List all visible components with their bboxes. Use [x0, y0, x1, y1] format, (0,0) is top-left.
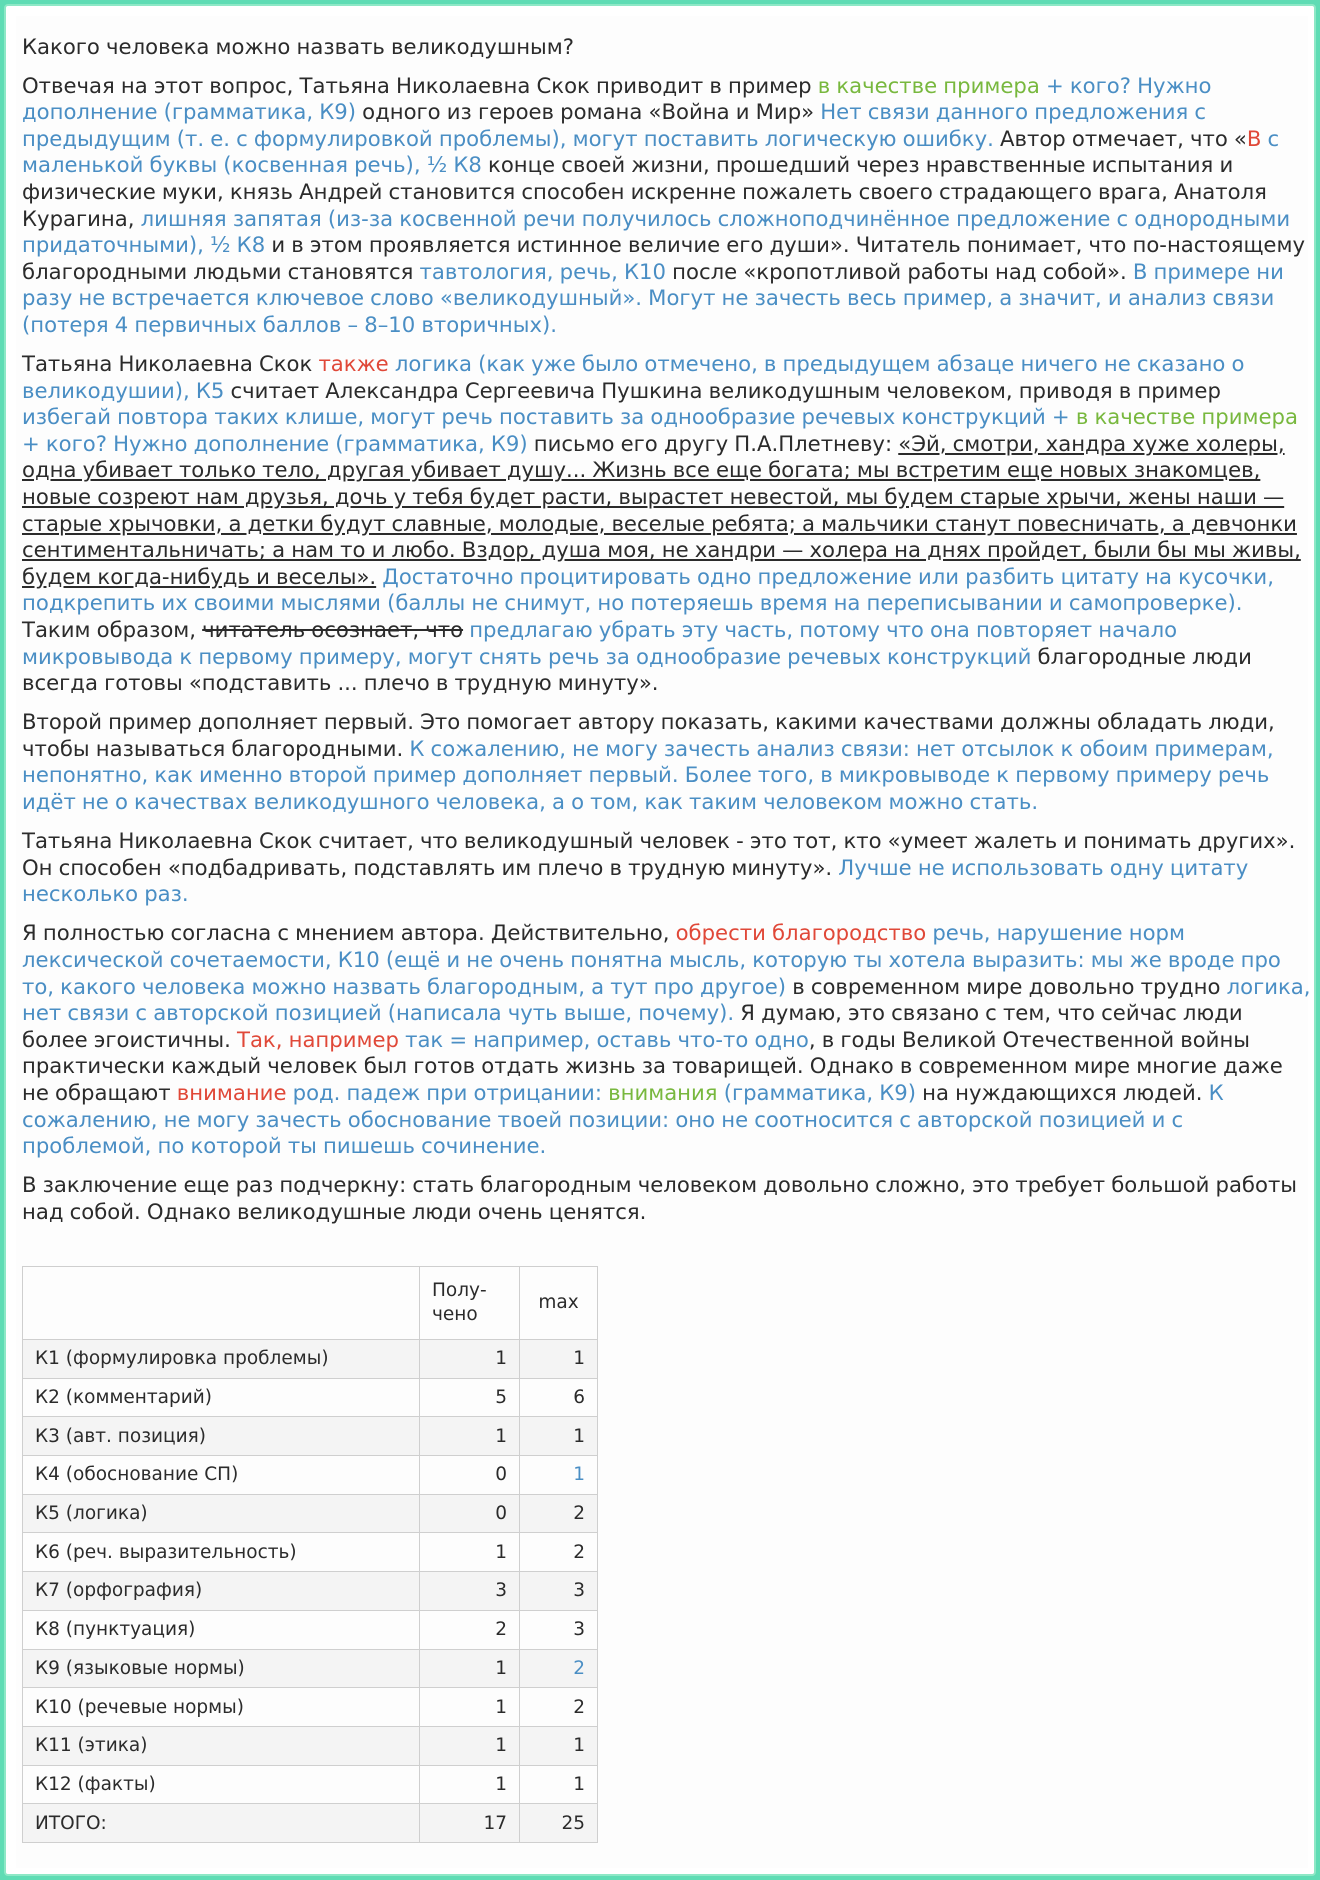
comment-blue: логика, нет связи с авторской позицией (написала чуть выше, почему).	[22, 973, 1311, 1026]
score-max-cell: 2	[520, 1533, 598, 1572]
essay-text-fragment: Я думаю, это связано с тем, что сейчас люди более эгоистичны.	[22, 1000, 1243, 1052]
page-frame	[4, 4, 1316, 1876]
essay-text-fragment: и в этом проявляется истинное величие его души». Читатель понимает, что по-настоящему благородными людьми становятся	[22, 232, 1305, 284]
score-got-cell: 1	[420, 1649, 520, 1688]
comment-blue: речь, нарушение норм лексической сочетаемости, К10 (ещё и не очень понятна мысль, которую ты хотела выразить: мы же вроде про то, какого человека можно назвать благородным, а тут про другое)	[22, 920, 1281, 999]
header-got-cell	[420, 1267, 520, 1340]
score-got-cell: 2	[420, 1610, 520, 1649]
score-max-cell: 1	[520, 1456, 598, 1495]
score-max-cell: 1	[520, 1417, 598, 1456]
score-got-cell: 1	[420, 1765, 520, 1804]
header-got-line2: чено	[432, 1304, 478, 1325]
total-label-cell: ИТОГО:	[23, 1804, 420, 1843]
score-got-cell: 0	[420, 1494, 520, 1533]
error-highlight: внимание	[176, 1079, 287, 1105]
criterion-cell: К7 (орфография)	[23, 1572, 420, 1611]
total-got-cell: 17	[420, 1804, 520, 1843]
comment-green: в качестве примера	[1069, 404, 1298, 430]
error-highlight: Так, например	[237, 1026, 399, 1052]
essay-text-fragment: одного из героев романа «Война и Мир»	[355, 99, 821, 125]
comment-blue: (грамматика, К9)	[717, 1079, 917, 1105]
question-text: Какого человека можно назвать великодушным?	[22, 34, 575, 59]
score-got-cell: 1	[420, 1688, 520, 1727]
table-row	[23, 1456, 598, 1495]
criterion-cell: К6 (реч. выразительность)	[23, 1533, 420, 1572]
error-highlight: также	[318, 351, 389, 377]
comment-green: в качестве примера	[817, 72, 1040, 98]
table-row	[23, 1649, 598, 1688]
table-row	[23, 1340, 598, 1379]
header-max-cell: max	[520, 1267, 598, 1340]
essay-text-fragment: Я полностью согласна с мнением автора. Действительно,	[22, 920, 676, 946]
essay-text-fragment: письмо его другу П.А.Плетневу:	[527, 430, 899, 456]
comment-blue: тавтология, речь, К10	[419, 258, 667, 284]
score-max-cell: 2	[520, 1688, 598, 1727]
struck-text: читатель осознает, что	[202, 616, 464, 642]
comment-blue: Достаточно процитировать одно предложение или разбить цитату на кусочки, подкрепить их своими мыслями (баллы не снимут, но потеряешь время на переписывании и самопроверке).	[22, 563, 1274, 616]
comment-blue: предлагаю убрать эту часть, потому что она повторяет начало микровывода к первому примеру, могут снять речь за однообразие речевых конструкций	[22, 616, 1178, 669]
error-highlight: обрести благородство	[675, 920, 927, 946]
score-got-cell: 1	[420, 1533, 520, 1572]
comment-green: внимания	[608, 1079, 718, 1105]
essay-text-fragment: Татьяна Николаевна Скок считает, что великодушный человек - это тот, кто «умеет жалеть и понимать других». Он способен «подбадривать, подставлять им плечо в трудную минуту».	[22, 828, 1296, 880]
essay-text	[22, 34, 1312, 1238]
table-row	[23, 1417, 598, 1456]
criterion-cell: К3 (авт. позиция)	[23, 1417, 420, 1456]
essay-text-fragment: в современном мире довольно трудно	[786, 973, 1227, 999]
score-got-cell: 1	[420, 1417, 520, 1456]
score-got-cell: 1	[420, 1726, 520, 1765]
essay-text-fragment: после «кропотливой работы над собой».	[666, 258, 1133, 284]
score-max-cell: 3	[520, 1610, 598, 1649]
table-row	[23, 1688, 598, 1727]
score-max-cell: 1	[520, 1726, 598, 1765]
error-highlight: В	[1246, 125, 1262, 151]
score-max-cell: 6	[520, 1378, 598, 1417]
essay-text-fragment: Татьяна Николаевна Скок	[22, 351, 319, 377]
paragraph-2	[22, 351, 1312, 697]
score-got-cell: 3	[420, 1572, 520, 1611]
score-max-cell: 1	[520, 1340, 598, 1379]
criterion-cell: К8 (пунктуация)	[23, 1610, 420, 1649]
essay-text-fragment: В заключение еще раз подчеркну: стать благородным человеком довольно сложно, это требует большой работы над собой. Однако великодушные люди очень ценятся.	[22, 1172, 1298, 1224]
header-got-line1: Полу-	[432, 1280, 487, 1301]
comment-blue: Лучше не использовать одну цитату несколько раз.	[22, 854, 1249, 907]
table-header-row	[23, 1267, 598, 1340]
table-row	[23, 1572, 598, 1611]
criterion-cell: К1 (формулировка проблемы)	[23, 1340, 420, 1379]
essay-text-fragment: Второй пример дополняет первый. Это помогает автору показать, какими качествами должны обладать люди, чтобы называться благородными.	[22, 709, 1275, 761]
paragraph-6	[22, 1172, 1312, 1225]
criterion-cell: К4 (обоснование СП)	[23, 1456, 420, 1495]
comment-blue: К сожалению, не могу зачесть анализ связи: нет отсылок к обоим примерам, непонятно, как именно второй пример дополняет первый. Более того, в микровыводе к первому примеру речь идёт не о качествах великодушного человека, а о том, как таким человеком можно стать.	[22, 735, 1274, 815]
grading-table	[22, 1266, 598, 1843]
score-got-cell: 5	[420, 1378, 520, 1417]
comment-blue: род. падеж при отрицании:	[286, 1079, 609, 1105]
paragraph-3	[22, 709, 1312, 815]
table-row	[23, 1494, 598, 1533]
criterion-cell: К12 (факты)	[23, 1765, 420, 1804]
criterion-cell: К10 (речевые нормы)	[23, 1688, 420, 1727]
header-criterion-cell	[23, 1267, 420, 1340]
comment-blue: Нет связи данного предложения с предыдущим (т. е. с формулировкой проблемы), могут поставить логическую ошибку.	[22, 99, 1207, 151]
table-row	[23, 1533, 598, 1572]
comment-blue: с маленькой буквы (косвенная речь), ½ К8	[22, 125, 1280, 178]
paragraph-5	[22, 920, 1312, 1159]
comment-blue: + кого? Нужно дополнение (грамматика, К9)	[22, 72, 1212, 125]
comment-blue: так = например, оставь что-то одно	[398, 1026, 809, 1052]
essay-question	[22, 34, 1312, 61]
table-row	[23, 1765, 598, 1804]
criterion-cell: К9 (языковые нормы)	[23, 1649, 420, 1688]
comment-blue: В примере ни разу не встречается ключевое слово «великодушный». Могут не зачесть весь пример, а значит, и анализ связи (потеря 4 первичных баллов – 8–10 вторичных).	[22, 258, 1284, 337]
criterion-cell: К5 (логика)	[23, 1494, 420, 1533]
total-max-cell: 25	[520, 1804, 598, 1843]
essay-text-fragment: Автор отмечает, что «	[993, 125, 1247, 151]
comment-blue: К сожалению, не могу зачесть обоснование твоей позиции: оно не соотносится с авторской позицией и с проблемой, по которой ты пишешь сочинение.	[22, 1079, 1224, 1159]
essay-text-fragment: считает Александра Сергеевича Пушкина великодушным человеком, приводя в пример	[224, 377, 1221, 403]
table-row	[23, 1726, 598, 1765]
table-row	[23, 1378, 598, 1417]
essay-text-fragment: , в годы Великой Отечественной войны практически каждый человек был готов отдать жизнь за товарищей. Однако в современном мире многие даже не обращают	[22, 1026, 1283, 1105]
essay-text-fragment: Таким образом,	[22, 616, 203, 642]
essay-page	[16, 16, 1311, 1868]
table-row	[23, 1610, 598, 1649]
table-total-row	[23, 1804, 598, 1843]
criterion-cell: К2 (комментарий)	[23, 1378, 420, 1417]
criterion-cell: К11 (этика)	[23, 1726, 420, 1765]
comment-blue: логика (как уже было отмечено, в предыдущем абзаце ничего не сказано о великодушии), К5	[22, 351, 1245, 403]
essay-text-fragment: Отвечая на этот вопрос, Татьяна Николаевна Скок приводит в пример	[22, 72, 818, 98]
score-got-cell: 0	[420, 1456, 520, 1495]
underlined-quote: «Эй, смотри, хандра хуже холеры, одна убивает только тело, другая убивает душу... Жизнь все еще богата; мы встретим еще новых знакомцев, новые созреют нам друзья, дочь у тебя будет расти, вырастет невестой, мы будем старые хрычи, жены наши — старые хрычовки, а детки будут славные, молодые, веселые ребята; а мальчики станут повесничать, а девчонки сентиментальничать; а нам то и любо. Вздор, душа моя, не хандри — холера на днях пройдет, были бы мы живы, будем когда-нибудь и веселы».	[22, 430, 1301, 589]
score-max-cell: 2	[520, 1494, 598, 1533]
comment-blue: лишняя запятая (из-за косвенной речи получилось сложноподчинённое предложение с однородными придаточными), ½ К8	[22, 205, 1291, 258]
score-max-cell: 2	[520, 1649, 598, 1688]
comment-blue: + кого? Нужно дополнение (грамматика, К9)	[22, 430, 528, 456]
score-max-cell: 1	[520, 1765, 598, 1804]
essay-text-fragment: на нуждающихся людей.	[916, 1079, 1209, 1105]
paragraph-4	[22, 828, 1312, 908]
comment-blue: избегай повтора таких клише, могут речь поставить за однообразие речевых конструкций +	[22, 404, 1070, 430]
essay-text-fragment: конце своей жизни, прошедший через нравственные испытания и физические муки, князь Андрей становится способен искренне пожалеть своего страдающего врага, Анатоля Курагина,	[22, 152, 1267, 231]
paragraph-1	[22, 73, 1312, 339]
essay-text-fragment: благородные люди всегда готовы «подставить ... плечо в трудную минуту».	[22, 643, 1252, 696]
score-max-cell: 3	[520, 1572, 598, 1611]
score-got-cell: 1	[420, 1340, 520, 1379]
